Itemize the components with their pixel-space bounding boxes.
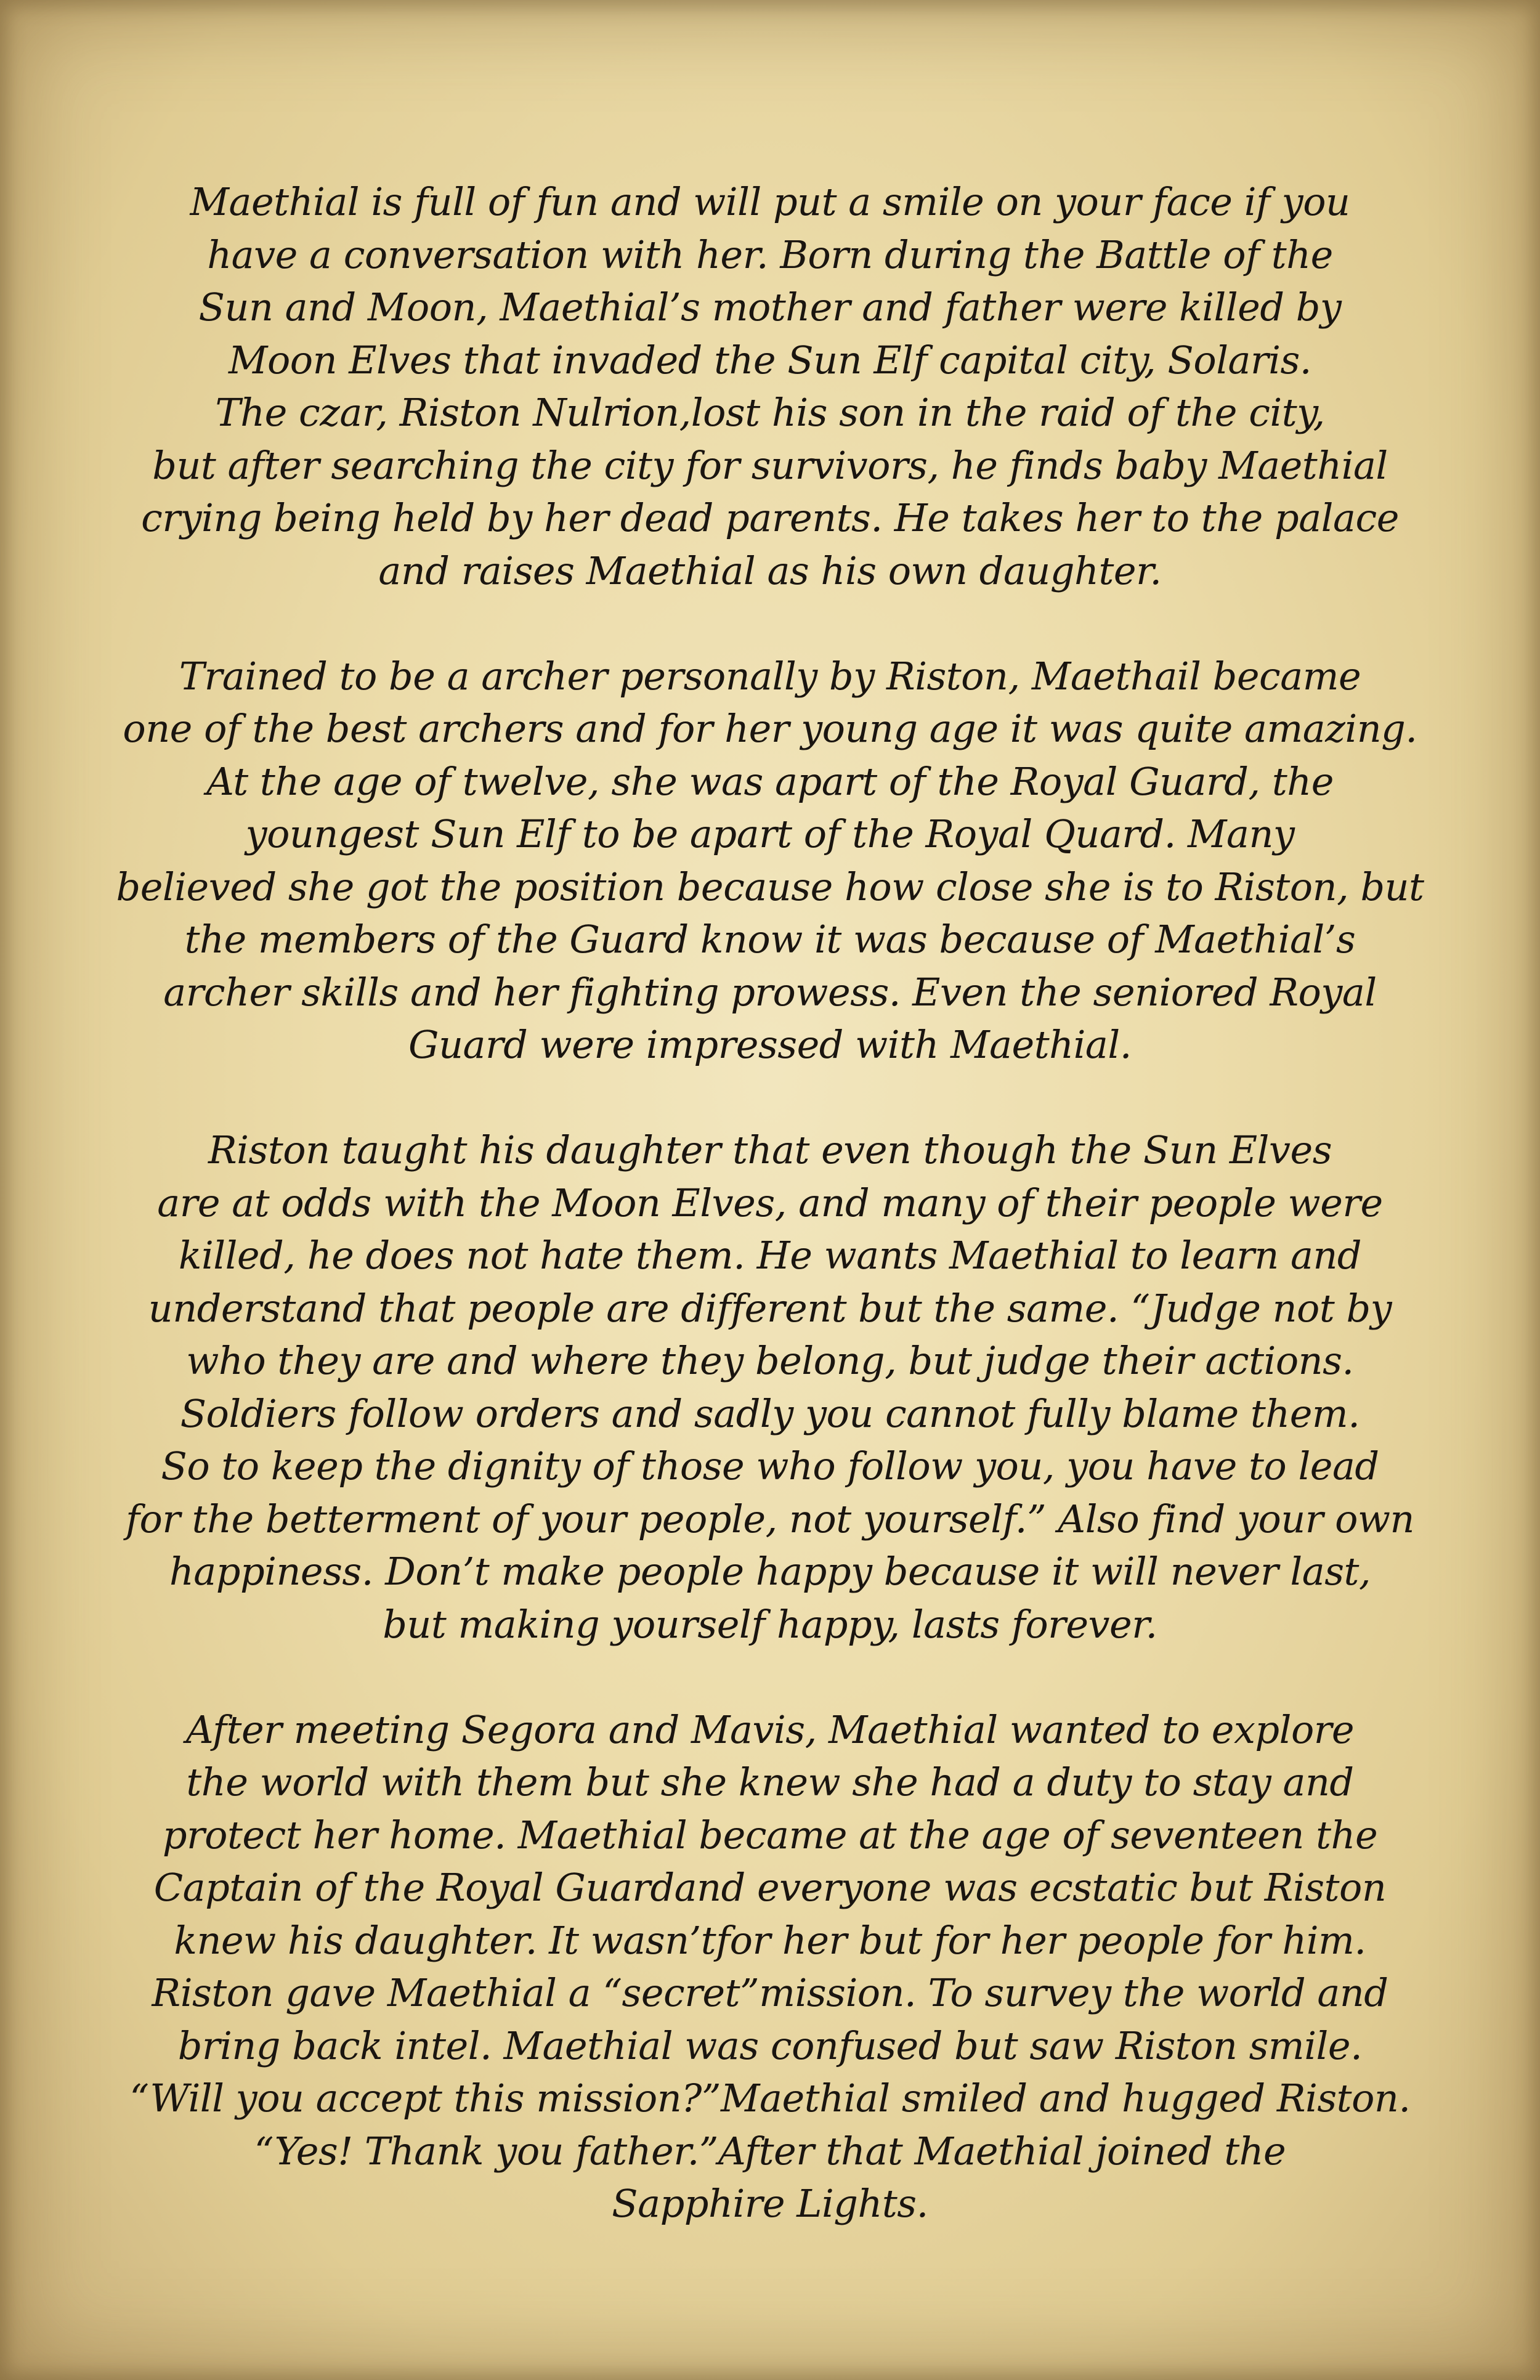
paragraph-spacer	[105, 597, 1435, 650]
text-line: knew his daughter. It wasn’tfor her but for her people for him.	[174, 1917, 1366, 1963]
text-line: but after searching the city for survivors, he finds baby Maethial	[152, 442, 1388, 488]
text-line: crying being held by her dead parents. He takes her to the palace	[141, 495, 1399, 540]
text-line: Riston taught his daughter that even though the Sun Elves	[208, 1127, 1332, 1172]
paragraph-3	[105, 1124, 1435, 1651]
text-line: one of the best archers and for her young age it was quite amazing.	[123, 706, 1417, 751]
text-line: archer skills and her fighting prowess. Even the seniored Royal	[163, 969, 1377, 1015]
text-line: are at odds with the Moon Elves, and many of their people were	[157, 1180, 1383, 1225]
paragraph-spacer	[105, 1651, 1435, 1704]
text-line: protect her home. Maethial became at the age of seventeen the	[162, 1812, 1378, 1858]
story-text	[105, 176, 1435, 2230]
text-line: Riston gave Maethial a “secret”mission. To survey the world and	[152, 1970, 1388, 2015]
text-line: Sapphire Lights.	[612, 2181, 928, 2226]
text-line: but making yourself happy, lasts forever.	[383, 1601, 1157, 1647]
text-line: At the age of twelve, she was apart of the Royal Guard, the	[206, 758, 1334, 804]
text-line: and raises Maethial as his own daughter.	[378, 548, 1162, 593]
text-line: “Yes! Thank you father.”After that Maethial joined the	[254, 2128, 1286, 2174]
text-line: Trained to be a archer personally by Riston, Maethail became	[179, 653, 1361, 699]
text-line: the members of the Guard know it was because of Maethial’s	[184, 917, 1356, 962]
text-line: Soldiers follow orders and sadly you cannot fully blame them.	[180, 1391, 1360, 1436]
text-line: bring back intel. Maethial was confused but saw Riston smile.	[177, 2023, 1363, 2068]
text-line: understand that people are different but the same. “Judge not by	[148, 1285, 1392, 1331]
paragraph-spacer	[105, 1071, 1435, 1124]
text-line: killed, he does not hate them. He wants Maethial to learn and	[178, 1233, 1362, 1278]
text-line: youngest Sun Elf to be apart of the Royal Quard. Many	[245, 811, 1295, 856]
text-line: for the betterment of your people, not yourself.” Also find your own	[126, 1496, 1414, 1541]
text-line: have a conversation with her. Born during the Battle of the	[207, 232, 1333, 277]
text-line: the world with them but she knew she had a duty to stay and	[186, 1760, 1354, 1805]
text-line: The czar, Riston Nulrion,lost his son in the raid of the city,	[215, 390, 1325, 435]
paragraph-4	[105, 1704, 1435, 2230]
text-line: After meeting Segora and Mavis, Maethial wanted to explore	[185, 1707, 1355, 1752]
text-line: So to keep the dignity of those who follow you, you have to lead	[161, 1444, 1379, 1489]
paragraph-1	[105, 176, 1435, 597]
text-line: Guard were impressed with Maethial.	[408, 1022, 1132, 1067]
text-line: “Will you accept this mission?”Maethial smiled and hugged Riston.	[129, 2076, 1411, 2121]
text-line: happiness. Don’t make people happy because it will never last,	[169, 1549, 1371, 1594]
text-line: Captain of the Royal Guardand everyone was ecstatic but Riston	[153, 1865, 1387, 1910]
text-line: who they are and where they belong, but judge their actions.	[186, 1338, 1354, 1383]
text-line: believed she got the position because how close she is to Riston, but	[116, 864, 1424, 909]
text-line: Maethial is full of fun and will put a smile on your face if you	[190, 179, 1350, 224]
text-line: Moon Elves that invaded the Sun Elf capital city, Solaris.	[229, 337, 1311, 383]
text-line: Sun and Moon, Maethial’s mother and father were killed by	[198, 285, 1342, 330]
paragraph-2	[105, 650, 1435, 1071]
